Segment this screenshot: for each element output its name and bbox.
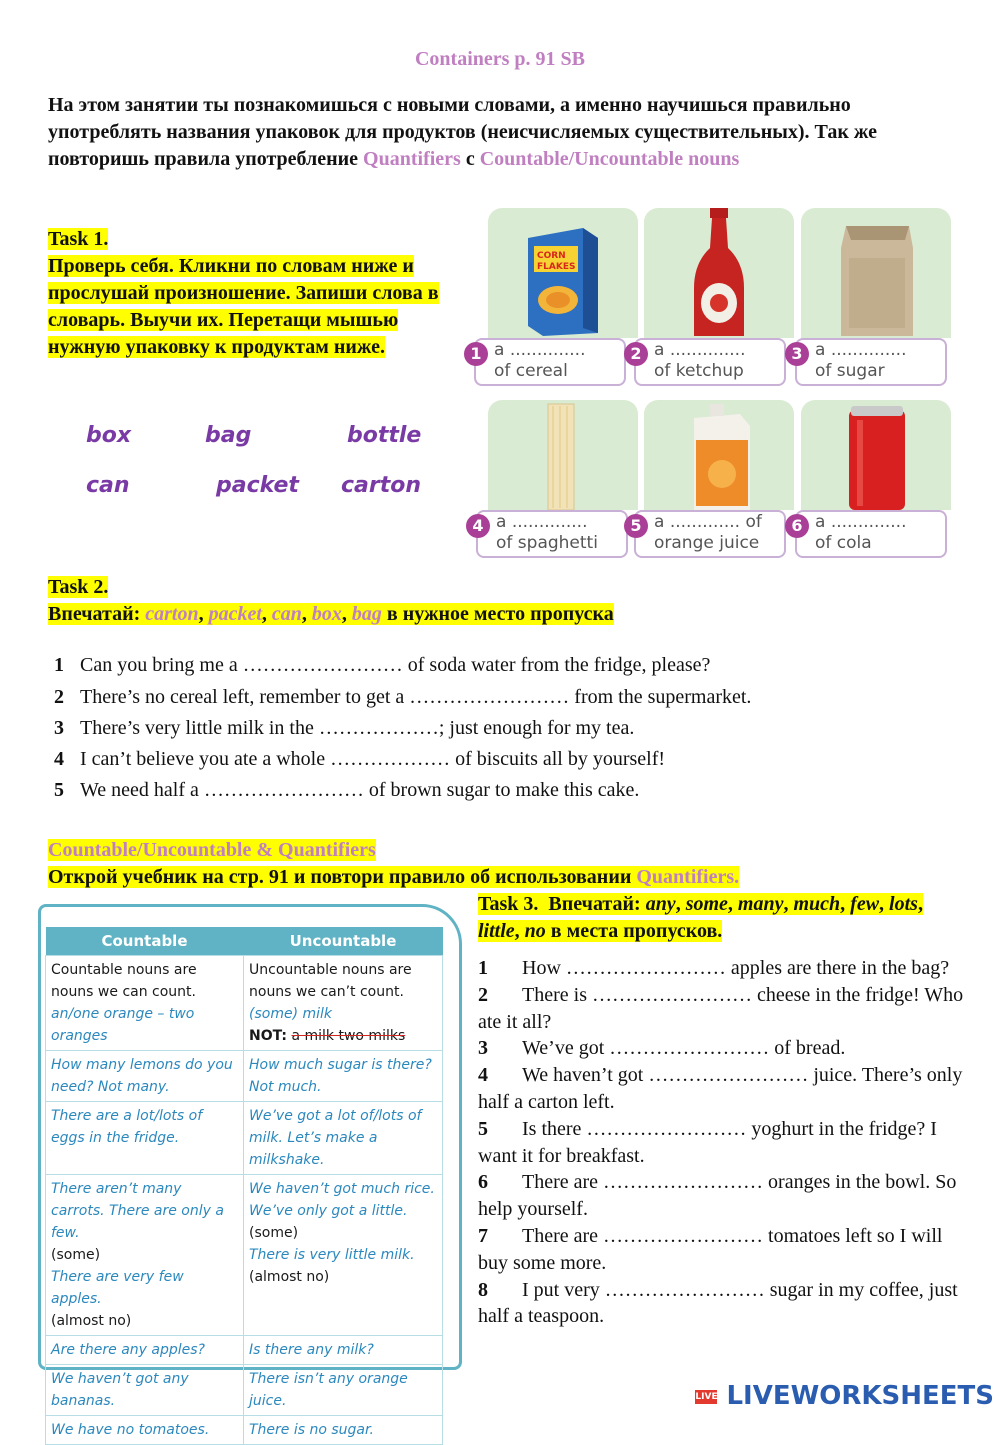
rule-example: There are very few apples. [51,1269,184,1307]
table-cell: There are a lot/lots of eggs in the fridge. [46,1102,244,1175]
task2-sentence[interactable] [54,654,710,677]
task3-word: much [793,893,841,915]
page-title: Containers p. 91 SB [414,48,586,70]
intro-text-a: На этом занятии ты познакомишься с новыми словами, а именно научишься правильно употреблять названия упаковок для продуктов (неисчисляемых существительных). Так же повторишь правила употребление [48,94,878,170]
rule-note: (almost no) [51,1313,132,1329]
card-number: 5 [624,514,648,538]
cereal-photo [488,208,638,338]
intro-paragraph [48,92,928,173]
rule-strikethrough: a milk two milks [291,1028,406,1044]
word-packet[interactable]: packet [216,473,299,498]
card-line1: a .............. [494,340,586,360]
svg-text:FLAKES: FLAKES [537,262,576,272]
table-cell: There isn’t any orange juice. [244,1365,443,1416]
card-label[interactable] [791,510,947,558]
quantifiers-instruction [48,866,739,888]
sentence-text: Is there …………………… yoghurt in the fridge? I want it for breakfast. [478,1117,937,1167]
card-line2: of spaghetti [496,533,598,553]
task2-word: bag [351,603,382,625]
intro-countable: Countable/Uncountable nouns [479,148,740,170]
task3-sentence[interactable] [478,1062,968,1116]
table-row [46,1102,443,1175]
sentence-text: There are …………………… tomatoes left so I will buy some more. [478,1224,943,1274]
cola-can-icon [801,400,951,510]
task3-heading: Task 3. [478,893,539,915]
table-row [46,1416,443,1445]
rule-note: (some) [51,1247,101,1263]
word-bottle[interactable]: bottle [347,423,422,448]
card-number: 3 [785,342,809,366]
sentence-text: There’s very little milk in the ………………; just enough for my tea. [80,717,635,739]
sentence-text: I put very …………………… sugar in my coffee, just half a teaspoon. [478,1278,958,1328]
task3-prefix: Впечатай: [548,893,641,915]
intro-text-b: с [465,148,475,170]
table-row [46,1336,443,1365]
cereal-box-icon [488,208,638,338]
ketchup-photo [644,208,794,338]
task3-block [478,891,958,945]
task3-word: lots [889,893,918,915]
word-can[interactable]: can [86,473,130,498]
card-label[interactable] [470,338,626,386]
intro-quantifiers: Quantifiers [363,148,461,170]
card-line1: a ............. of [654,512,762,532]
sentence-text: I can’t believe you ate a whole ……………… of biscuits all by yourself! [80,748,666,770]
column-header-uncountable: Uncountable [244,927,443,956]
card-cereal [470,208,626,386]
word-box[interactable]: box [86,423,132,448]
card-orange-juice [630,400,786,558]
task3-word: some [685,893,728,915]
table-cell [244,956,443,1051]
card-line1: a .............. [496,512,588,532]
card-line1: a .............. [815,340,907,360]
card-line2: of cola [815,533,872,553]
card-label[interactable] [472,510,628,558]
sentence-number: 8 [478,1278,488,1301]
table-cell [244,1175,443,1336]
task2-sentence[interactable] [54,748,665,771]
card-line1: a .............. [815,512,907,532]
rule-note: (almost no) [249,1269,330,1285]
task2-instruction: Впечатай: carton, packet, can, box, bag в нужное место пропуска [48,603,614,625]
cereal-brand-text: CORN [537,251,566,261]
task3-sentence[interactable] [478,955,968,982]
task3-word: many [737,893,784,915]
task1-heading: Task 1. [48,228,109,250]
task1-block [48,226,448,361]
task2-word: packet [208,603,262,625]
task2-sentence[interactable] [54,686,751,709]
sentence-number: 5 [478,1117,488,1140]
table-row [46,1365,443,1416]
task3-word: any [645,893,676,915]
task2-sentence[interactable] [54,717,634,740]
task3-word: few [850,893,880,915]
rule-example: an/one orange – two oranges [51,1006,195,1044]
task2-prefix: Впечатай: [48,603,141,625]
task3-sentence[interactable] [478,1035,968,1062]
sentence-text: There are …………………… oranges in the bowl. So help yourself. [478,1171,957,1221]
word-carton[interactable]: carton [341,473,422,498]
task3-sentence[interactable] [478,1277,968,1331]
sentence-number: 2 [478,983,488,1006]
card-line1: a .............. [654,340,746,360]
task3-suffix: в места пропусков. [550,920,723,942]
card-spaghetti [472,400,628,558]
spaghetti-packet-icon [488,400,638,510]
sentence-text: How …………………… apples are there in the bag? [522,957,950,979]
card-number: 1 [464,342,488,366]
table-cell: Are there any apples? [46,1336,244,1365]
card-line2: of ketchup [654,361,744,381]
sugar-bag-icon [801,208,951,338]
task3-sentence[interactable] [478,1169,968,1223]
sentence-number: 6 [478,1171,488,1194]
juice-carton-icon [644,400,794,510]
table-cell [46,956,244,1051]
rule-text: Countable nouns are nouns we can count. [51,962,197,1000]
task3-word: little [478,920,515,942]
card-number: 2 [624,342,648,366]
sentence-number: 4 [54,748,64,770]
sentence-text: Can you bring me a …………………… of soda water from the fridge, please? [80,654,711,676]
card-ketchup [630,208,786,386]
sentence-number: 2 [54,686,64,708]
card-label[interactable] [791,338,947,386]
sentence-number: 5 [54,779,64,801]
ketchup-bottle-icon [644,208,794,338]
card-number: 6 [785,514,809,538]
sentence-text: We’ve got …………………… of bread. [522,1037,846,1060]
table-cell: Is there any milk? [244,1336,443,1365]
sentence-number: 3 [54,717,64,739]
card-label[interactable] [630,338,786,386]
task2-word: box [311,603,342,625]
rule-example: There aren’t many carrots. There are only a few. [51,1181,224,1241]
table-cell: There is no sugar. [244,1416,443,1445]
table-cell: We have no tomatoes. [46,1416,244,1445]
grammar-table [38,904,462,1438]
card-cola [791,400,947,558]
task1-instructions: Проверь себя. Кликни по словам ниже и прослушай произношение. Запиши слова в словарь. Выучи их. Перетащи мышью нужную упаковку к продуктам ниже. [48,255,439,358]
table-cell: How many lemons do you need? Not many. [46,1051,244,1102]
quantifiers-line-b: Quantifiers. [636,866,740,888]
logo-badge-icon: LIVE [695,1391,718,1402]
card-label[interactable] [630,510,786,558]
sentence-number: 3 [478,1037,488,1060]
table-row [46,956,443,1051]
column-header-countable: Countable [46,927,244,956]
sentence-number: 7 [478,1224,488,1247]
table-row [46,1051,443,1102]
table-row [46,1175,443,1336]
logo-text: LIVEWORKSHEETS [726,1381,994,1411]
word-bag[interactable]: bag [205,423,252,448]
card-number: 4 [466,514,490,538]
task2-word: can [271,603,302,625]
rule-text: Uncountable nouns are nouns we can’t count. [249,962,412,1000]
task2-word: carton [145,603,199,625]
sentence-text: There’s no cereal left, remember to get a …………………… from the supermarket. [80,686,752,708]
sugar-photo [801,208,951,338]
spaghetti-photo [488,400,638,510]
sentence-number: 1 [54,654,64,676]
rule-example: (some) milk [249,1006,333,1022]
quantifiers-line-a: Открой учебник на стр. 91 и повтори правило об использовании [48,866,632,888]
cola-photo [801,400,951,510]
sentence-number: 4 [478,1064,488,1087]
juice-photo [644,400,794,510]
table-cell: We haven’t got any bananas. [46,1365,244,1416]
task3-sentence[interactable] [478,1223,968,1277]
task3-word: no [524,920,546,942]
card-line2: of sugar [815,361,885,381]
quantifiers-heading: Countable/Uncountable & Quantifiers [48,839,376,861]
task2-heading: Task 2. [48,576,109,598]
task2-suffix: в нужное место пропуска [386,603,614,625]
rule-not-label: NOT: [249,1028,288,1044]
rule-example: There is very little milk. [249,1247,415,1263]
task3-instruction: Task 3. Впечатай: any, some, many, much, few, lots, little, no в места пропусков. [478,893,923,942]
sentence-text: We need half a …………………… of brown sugar to make this cake. [80,779,640,801]
card-line2: of cereal [494,361,568,381]
task3-sentences [478,955,968,1330]
rule-example: We haven’t got much rice. We’ve only got a little. [249,1181,435,1219]
table-cell: How much sugar is there? Not much. [244,1051,443,1102]
card-sugar [791,208,947,386]
table-cell [46,1175,244,1336]
sentence-text: We haven’t got …………………… juice. There’s only half a carton left. [478,1064,963,1113]
task3-sentence[interactable] [478,982,968,1036]
liveworksheets-logo [695,1381,994,1411]
sentence-number: 1 [478,957,488,979]
card-line2: orange juice [654,533,760,553]
task2-block [48,574,614,628]
quantifiers-block [48,837,739,891]
rule-note: (some) [249,1225,299,1241]
sentence-text: There is …………………… cheese in the fridge! Who ate it all? [478,983,964,1033]
task2-sentence[interactable] [54,779,639,802]
table-cell: We’ve got a lot of/lots of milk. Let’s make a milkshake. [244,1102,443,1175]
task3-sentence[interactable] [478,1116,968,1170]
